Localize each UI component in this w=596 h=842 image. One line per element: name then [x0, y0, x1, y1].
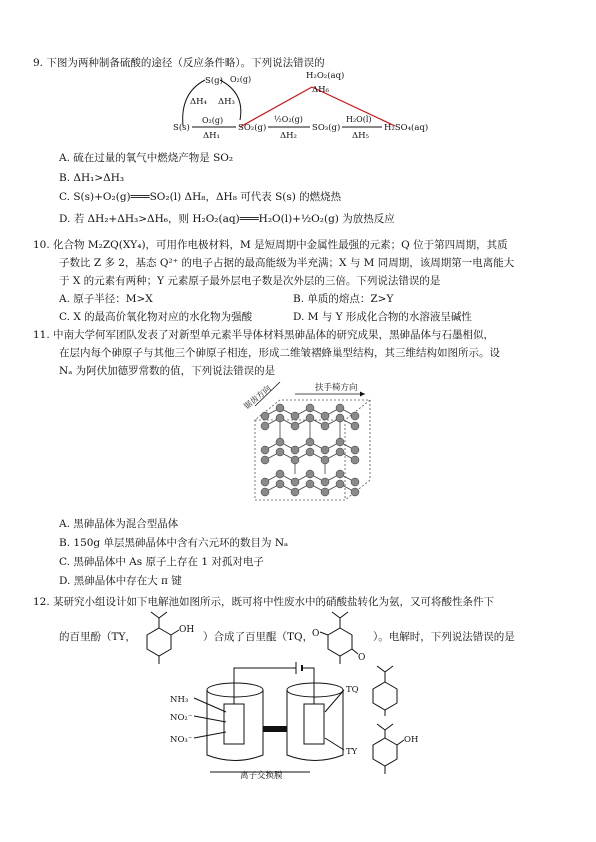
label-so2: SO₂(g): [238, 123, 267, 133]
label-no2: NO₂⁻: [170, 713, 193, 723]
label-dh6: ΔH₆: [312, 85, 329, 95]
thymoquinone-structure: [312, 610, 372, 666]
label-s-solid: S(s): [173, 123, 190, 133]
q11-option-d: D. 黑砷晶体中存在大 π 键: [59, 575, 182, 587]
label-o2-mid: O₂(g): [202, 116, 224, 125]
label-no3: NO₃⁻: [170, 735, 193, 745]
tq-o-top: O: [312, 629, 320, 639]
q11-line2: 在层内每个砷原子与其他三个砷原子相连，形成二维皱褶蜂巢型结构，其三维结构如图所示。设: [59, 347, 500, 359]
q10-option-b: B. 单质的熔点：Z>Y: [293, 293, 394, 305]
q10-option-a: A. 原子半径：M>X: [59, 293, 153, 305]
label-s-gas: S(g): [205, 76, 223, 86]
q9-option-c: C. S(s)+O₂(g)═══SO₂(l) ΔH₈，ΔH₈ 可代表 S(s) 的燃烧热: [59, 191, 342, 203]
label-dh5: ΔH₅: [352, 131, 369, 141]
ty-oh: OH: [404, 735, 419, 745]
atom-lattice: [261, 404, 359, 496]
label-dh2: ΔH₂: [280, 131, 297, 141]
q10-option-d: D. M 与 Y 形成化合物的水溶液呈碱性: [293, 311, 472, 323]
label-so3: SO₃(g): [312, 123, 341, 133]
q10-line2: 子数比 Z 多 2，基态 Q²⁺ 的电子占据的最高能级为半充满；X 与 M 同周期，该周期第一电离能大: [59, 257, 515, 269]
q12-line2c: ）。电解时，下列说法错误的是: [373, 631, 515, 643]
q12-line2b: ）合成了百里醌（TQ，: [203, 631, 314, 643]
thymol-oh: OH: [179, 625, 195, 635]
tq-o-bottom: O: [358, 653, 366, 663]
label-h2o: H₂O(l): [346, 115, 372, 124]
label-zigzag: 锯齿方向: [242, 383, 273, 412]
label-dh3: ΔH₃: [218, 97, 235, 107]
label-h2o2: H₂O₂(aq): [306, 71, 345, 81]
q9-option-b: B. ΔH₁>ΔH₃: [59, 172, 125, 184]
electrolysis-cell-diagram: [170, 660, 440, 780]
q12-line1: 12. 某研究小组设计如下电解池如图所示，既可将中性废水中的硝酸盐转化为氨，又可将酸性条件下: [33, 596, 495, 608]
label-armchair: 扶手椅方向: [315, 383, 358, 393]
q11-line1: 11. 中南大学何军团队发表了对新型单元素半导体材料黑砷晶体的研究成果，黑砷晶体与石墨相似，: [33, 329, 495, 341]
q12-line2a: 的百里酚（TY，: [59, 631, 136, 643]
label-o2-top: O₂(g): [230, 75, 252, 84]
q11-option-c: C. 黑砷晶体中 As 原子上存在 1 对孤对电子: [59, 556, 264, 568]
q11-line3: Nₐ 为阿伏加德罗常数的值，下列说法错误的是: [59, 365, 276, 377]
q10-line1: 10. 化合物 M₂ZQ(XY₄)，可用作电极材料，M 是短周期中金属性最强的元素；Q 位于第四周期，其质: [33, 239, 508, 251]
label-dh1: ΔH₁: [203, 131, 220, 141]
label-ty: TY: [346, 747, 358, 757]
label-dh4: ΔH₄: [190, 97, 207, 107]
black-arsenic-structure-figure: [240, 378, 380, 508]
label-half-o2: ½O₂(g): [274, 115, 303, 124]
q9-option-a: A. 硫在过量的氧气中燃烧产物是 SO₂: [59, 152, 234, 164]
label-h2so4: H₂SO₄(aq): [384, 123, 429, 133]
q11-option-b: B. 150g 单层黑砷晶体中含有六元环的数目为 Nₐ: [59, 537, 289, 549]
thymol-structure: [137, 610, 197, 666]
label-nh3: NH₃: [170, 695, 189, 705]
q11-option-a: A. 黑砷晶体为混合型晶体: [59, 518, 179, 530]
q9-reaction-diagram: [170, 68, 430, 140]
q9-option-d: D. 若 ΔH₂+ΔH₃>ΔH₆，则 H₂O₂(aq)═══H₂O(l)+½O₂(g) 为放热反应: [59, 213, 395, 225]
label-membrane: 离子交换膜: [240, 771, 283, 781]
q10-line3: 于 X 的元素有两种；Y 元素原子最外层电子数是次外层的三倍。下列说法错误的是: [59, 275, 441, 287]
label-tq: TQ: [346, 685, 359, 695]
q10-option-c: C. X 的最高价氧化物对应的水化物为强酸: [59, 311, 253, 323]
q9-stem: 9. 下图为两种制备硫酸的途径（反应条件略）。下列说法错误的: [33, 57, 325, 69]
